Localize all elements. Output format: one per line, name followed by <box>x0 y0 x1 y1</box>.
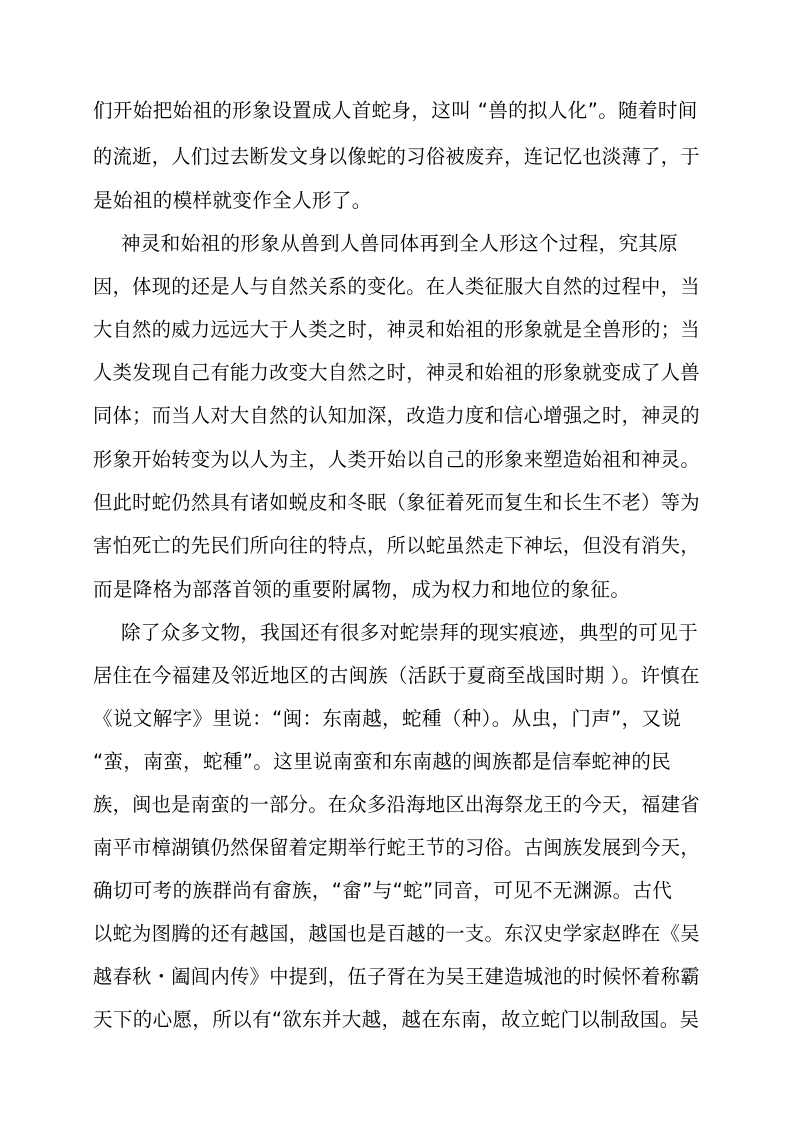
text-line: 确切可考的族群尚有畲族，“畲”与“蛇”同音，可见不无渊源。古代 <box>93 879 673 902</box>
text-line: 而是降格为部落首领的重要附属物，成为权力和地位的象征。 <box>93 578 631 601</box>
text-line: 族，闽也是南蛮的一部分。在众多沿海地区出海祭龙王的今天，福建省 <box>93 793 700 816</box>
text-line: 神灵和始祖的形象从兽到人兽同体再到全人形这个过程，究其原 <box>121 232 679 255</box>
text-line: 越春秋・阖闾内传》中提到，伍子胥在为吴王建造城池的时候怀着称霸 <box>93 965 700 988</box>
text-line: 形象开始转变为以人为主，人类开始以自己的形象来塑造始祖和神灵。 <box>93 448 700 471</box>
text-line: 南平市樟湖镇仍然保留着定期举行蛇王节的习俗。古闽族发展到今天， <box>93 836 700 859</box>
text-line: “蛮，南蛮，蛇種”。这里说南蛮和东南越的闽族都是信奉蛇神的民 <box>93 750 672 773</box>
text-line: 天下的心愿，所以有“欲东并大越，越在东南，故立蛇门以制敌国。吴 <box>93 1008 700 1031</box>
text-line: 们开始把始祖的形象设置成人首蛇身，这叫 “兽的拟人化”。随着时间 <box>93 99 698 122</box>
text-line: 是始祖的模样就变作全人形了。 <box>93 189 372 212</box>
text-line: 因，体现的还是人与自然关系的变化。在人类征服大自然的过程中，当 <box>93 275 700 298</box>
text-line: 除了众多文物，我国还有很多对蛇崇拜的现实痕迹，典型的可见于 <box>121 621 699 644</box>
text-line: 害怕死亡的先民们所向往的特点，所以蛇虽然走下神坛，但没有消失， <box>93 534 700 557</box>
text-line: 但此时蛇仍然具有诸如蜕皮和冬眠（象征着死而复生和长生不老）等为 <box>93 491 700 514</box>
text-line: 居住在今福建及邻近地区的古闽族（活跃于夏商至战国时期 ）。许慎在 <box>93 664 700 687</box>
text-line: 的流逝，人们过去断发文身以像蛇的习俗被废弃，连记忆也淡薄了，于 <box>93 145 700 168</box>
text-line: 以蛇为图腾的还有越国，越国也是百越的一支。东汉史学家赵晔在《吴 <box>93 922 700 945</box>
text-line: 大自然的威力远远大于人类之时，神灵和始祖的形象就是全兽形的；当 <box>93 318 700 341</box>
text-line: 人类发现自己有能力改变大自然之时，神灵和始祖的形象就变成了人兽 <box>93 361 700 384</box>
text-line: 同体；而当人对大自然的认知加深，改造力度和信心增强之时，神灵的 <box>93 404 700 427</box>
text-line: 《说文解字》里说：“闽：东南越，蛇種（种）。从虫，门声”，又说 <box>93 707 682 730</box>
